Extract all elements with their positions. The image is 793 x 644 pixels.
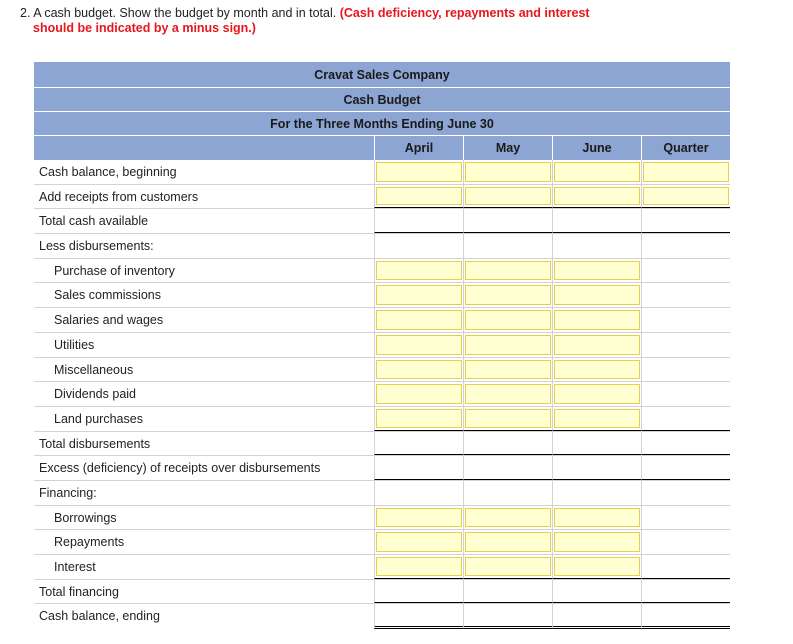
cell-quarter [641,160,730,184]
input-cell[interactable] [376,508,462,528]
input-cell[interactable] [376,532,462,552]
input-cell[interactable] [465,310,551,330]
question-text: A cash budget. Show the budget by month and in total. [33,6,337,20]
input-cell[interactable] [376,409,462,428]
cell-may [463,283,552,307]
cell-june [552,333,641,357]
table-row [34,530,730,555]
input-cell[interactable] [465,409,551,428]
cell-april [374,407,463,431]
cell-may[interactable] [463,209,552,233]
row-label: Add receipts from customers [39,189,199,204]
cell-quarter[interactable] [641,209,730,233]
input-cell[interactable] [554,557,640,576]
cell-june [552,283,641,307]
cell-june [552,259,641,283]
cell-may [463,555,552,579]
cell-june [552,234,641,258]
table-row [34,209,730,234]
cell-may [463,259,552,283]
cell-quarter [641,308,730,332]
table-row [34,259,730,284]
cell-quarter [641,358,730,382]
row-label: Total disbursements [39,436,151,451]
cash-budget-table [34,62,730,629]
company-name: Cravat Sales Company [34,62,730,88]
input-cell[interactable] [465,261,551,281]
cell-april [374,382,463,406]
cell-may [463,160,552,184]
cell-may [463,185,552,209]
input-cell[interactable] [465,360,551,380]
input-cell[interactable] [465,557,551,576]
input-cell[interactable] [465,384,551,404]
cell-april [374,308,463,332]
cell-quarter [641,234,730,258]
column-header-quarter: Quarter [641,136,730,160]
input-cell[interactable] [554,261,640,281]
table-row [34,358,730,383]
cell-april [374,160,463,184]
cell-may [463,234,552,258]
cell-may [463,481,552,505]
cell-june [552,407,641,431]
cell-april [374,234,463,258]
cell-june [552,358,641,382]
table-row [34,333,730,358]
cell-quarter[interactable] [641,604,730,629]
cell-may [463,358,552,382]
row-label: Cash balance, ending [39,609,160,624]
budget-period: For the Three Months Ending June 30 [34,112,730,136]
table-row [34,506,730,531]
cell-april [374,530,463,554]
table-row [34,481,730,506]
row-label: Repayments [54,535,125,550]
input-cell[interactable] [376,261,462,281]
table-row [34,604,730,629]
row-label: Utilities [54,337,95,352]
cell-april [374,555,463,579]
cell-april [374,185,463,209]
cell-quarter [641,333,730,357]
input-cell[interactable] [376,285,462,305]
input-cell[interactable] [465,187,551,206]
input-cell[interactable] [465,162,551,182]
table-row [34,580,730,605]
row-label: Land purchases [54,411,143,426]
cell-june [552,160,641,184]
cell-may[interactable] [463,580,552,604]
cell-april [374,283,463,307]
row-label: Total financing [39,584,119,599]
input-cell[interactable] [376,162,462,182]
cell-april [374,259,463,283]
question-note-line2: should be indicated by a minus sign.) [33,21,256,35]
cell-june [552,555,641,579]
cell-april[interactable] [374,580,463,604]
question-note-line1: (Cash deficiency, repayments and interest [339,6,590,20]
cell-june [552,185,641,209]
cell-april [374,358,463,382]
input-cell[interactable] [554,508,640,528]
cell-may [463,308,552,332]
column-header-may: May [463,136,552,160]
input-cell[interactable] [376,310,462,330]
input-cell[interactable] [554,532,640,552]
row-label: Purchase of inventory [54,263,175,278]
input-cell[interactable] [465,335,551,355]
cell-april[interactable] [374,456,463,480]
row-label: Financing: [39,485,97,500]
row-label: Borrowings [54,510,117,525]
question-number: 2. [20,6,31,20]
budget-title: Cash Budget [34,88,730,112]
cell-june [552,530,641,554]
column-header-blank [34,136,374,160]
input-cell[interactable] [643,162,729,182]
cell-april [374,506,463,530]
row-label: Total cash available [39,214,149,229]
question-prompt [20,6,720,36]
row-label: Dividends paid [54,387,136,402]
cell-quarter [641,283,730,307]
table-row [34,160,730,185]
cell-may[interactable] [463,604,552,629]
input-cell[interactable] [465,532,551,552]
input-cell[interactable] [554,310,640,330]
row-label: Excess (deficiency) of receipts over disbursements [39,461,321,476]
cell-june[interactable] [552,604,641,629]
table-row [34,456,730,481]
table-row [34,432,730,457]
input-cell[interactable] [554,285,640,305]
input-cell[interactable] [554,384,640,404]
input-cell[interactable] [643,187,729,206]
cell-june [552,481,641,505]
column-header-april: April [374,136,463,160]
cell-june[interactable] [552,456,641,480]
column-header-june: June [552,136,641,160]
cell-may[interactable] [463,432,552,456]
input-cell[interactable] [376,335,462,355]
cell-quarter [641,259,730,283]
cell-may [463,530,552,554]
input-cell[interactable] [554,409,640,428]
table-row [34,555,730,580]
row-label: Miscellaneous [54,362,134,377]
input-cell[interactable] [465,285,551,305]
input-cell[interactable] [554,187,640,206]
cell-april[interactable] [374,209,463,233]
cell-may [463,382,552,406]
table-row [34,283,730,308]
row-label: Sales commissions [54,288,161,303]
cell-quarter[interactable] [641,456,730,480]
cell-quarter[interactable] [641,580,730,604]
cell-quarter [641,382,730,406]
input-cell[interactable] [465,508,551,528]
cell-quarter [641,530,730,554]
cell-quarter[interactable] [641,432,730,456]
cell-april [374,481,463,505]
cell-quarter [641,481,730,505]
row-label: Cash balance, beginning [39,165,177,179]
cell-may [463,407,552,431]
row-label: Less disbursements: [39,239,154,254]
input-cell[interactable] [376,360,462,380]
cell-april[interactable] [374,432,463,456]
input-cell[interactable] [376,384,462,404]
cell-april [374,333,463,357]
input-cell[interactable] [554,360,640,380]
cell-june[interactable] [552,580,641,604]
input-cell[interactable] [554,162,640,182]
cell-june [552,308,641,332]
cell-june[interactable] [552,209,641,233]
input-cell[interactable] [554,335,640,355]
cell-june [552,506,641,530]
cell-may[interactable] [463,456,552,480]
row-label: Salaries and wages [54,313,164,328]
column-header-row [34,136,730,160]
row-label: Interest [54,560,96,574]
cell-quarter [641,555,730,579]
input-cell[interactable] [376,187,462,206]
input-cell[interactable] [376,557,462,576]
cell-june [552,382,641,406]
cell-quarter [641,407,730,431]
table-row [34,185,730,210]
table-row [34,407,730,432]
cell-quarter [641,506,730,530]
cell-quarter [641,185,730,209]
table-row [34,308,730,333]
table-row [34,234,730,259]
cell-june[interactable] [552,432,641,456]
cell-may [463,333,552,357]
table-row [34,382,730,407]
cell-april[interactable] [374,604,463,629]
cell-may [463,506,552,530]
